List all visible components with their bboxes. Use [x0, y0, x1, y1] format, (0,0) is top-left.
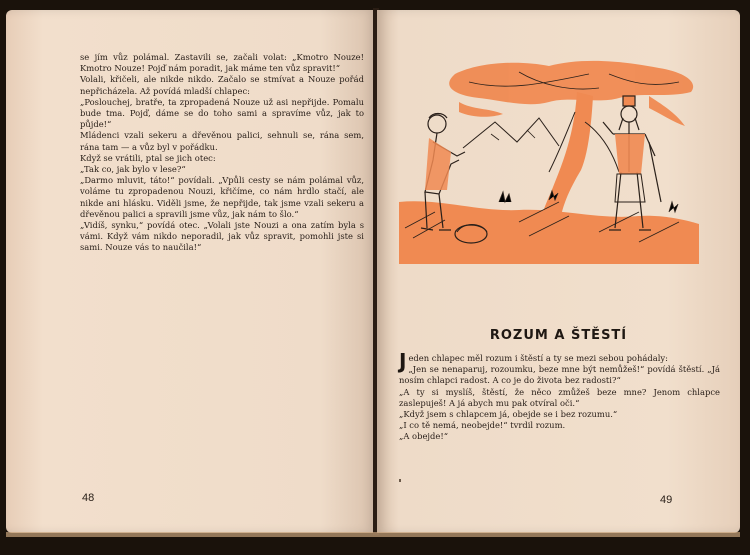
- paragraph: Volali, křičeli, ale nikde nikdo. Začalo se stmívat a Nouze pořád nepřicházela. Až povídá mladší chlapec:: [80, 74, 364, 96]
- page-number-right: 49: [660, 494, 673, 506]
- paragraph: „A ty si myslíš, štěstí, že něco zmůžeš beze mne? Jenom chlapce zaslepuješ! A já abych mu pak otvíral oči.“: [399, 386, 720, 408]
- illustration-two-figures-under-tree: [399, 52, 699, 264]
- paragraph: „Vidíš, synku,“ povídá otec. „Volali jste Nouzi a ona zatím byla s vámi. Když vám nikdo neporadil, jak vůz spravit, pomohli jste si sami. Nouze vás to naučila!“: [80, 220, 364, 253]
- paragraph: „Darmo mluvit, táto!“ povídali. „Vpůli cesty se nám polámal vůz, voláme tu zpropadenou Nouzi, křičíme, co nám hrdlo stačí, ale nikde ani hlásku. Viděli jsme, že nepřijde, tak jsme vzali sekeru a dřevěnou palici a spravili jsme vůz, jak nám to šlo.“: [80, 175, 364, 219]
- paragraph: „Tak co, jak bylo v lese?“: [80, 164, 186, 175]
- left-page-text: [80, 52, 364, 254]
- right-page-text: [399, 349, 720, 443]
- paragraph: „Když jsem s chlapcem já, obejde se i bez rozumu.“: [399, 409, 618, 420]
- paragraph: „A obejde!“: [399, 431, 448, 442]
- paragraph: „Jen se nenaparuj, rozoumku, beze mne být nemůžeš!“ povídá štěstí. „Já nosím chlapci radost. A co je do života bez radosti?“: [399, 364, 720, 386]
- opening-paragraph-text: eden chlapec měl rozum i štěstí a ty se mezi sebou pohádaly:: [408, 353, 668, 363]
- paragraph: se jím vůz polámal. Zastavili se, začali volat: „Kmotro Nouze! Kmotro Nouze! Pojď nám poradit, jak máme ten vůz spravit!“: [80, 52, 364, 74]
- right-page: [377, 10, 740, 533]
- drop-cap: J: [399, 349, 407, 373]
- paragraph: „Poslouchej, bratře, ta zpropadená Nouze už asi nepřijde. Pomalu bude tma. Pojď, dáme se do toho sami a spravíme vůz, jak to půjde!“: [80, 96, 364, 130]
- paragraph: Mládenci vzali sekeru a dřevěnou palici, sehnuli se, rána sem, rána tam — a vůz byl v pořádku.: [80, 130, 364, 152]
- paragraph: „I co tě nemá, neobejde!“ tvrdil rozum.: [399, 420, 566, 431]
- print-mark: [399, 479, 401, 482]
- paragraph: Když se vrátili, ptal se jich otec:: [80, 152, 216, 163]
- page-edge: [6, 532, 740, 537]
- left-page: [6, 10, 376, 533]
- page-number-left: 48: [82, 492, 95, 504]
- opening-paragraph: [399, 349, 720, 373]
- story-title: ROZUM A ŠTĚSTÍ: [489, 328, 628, 343]
